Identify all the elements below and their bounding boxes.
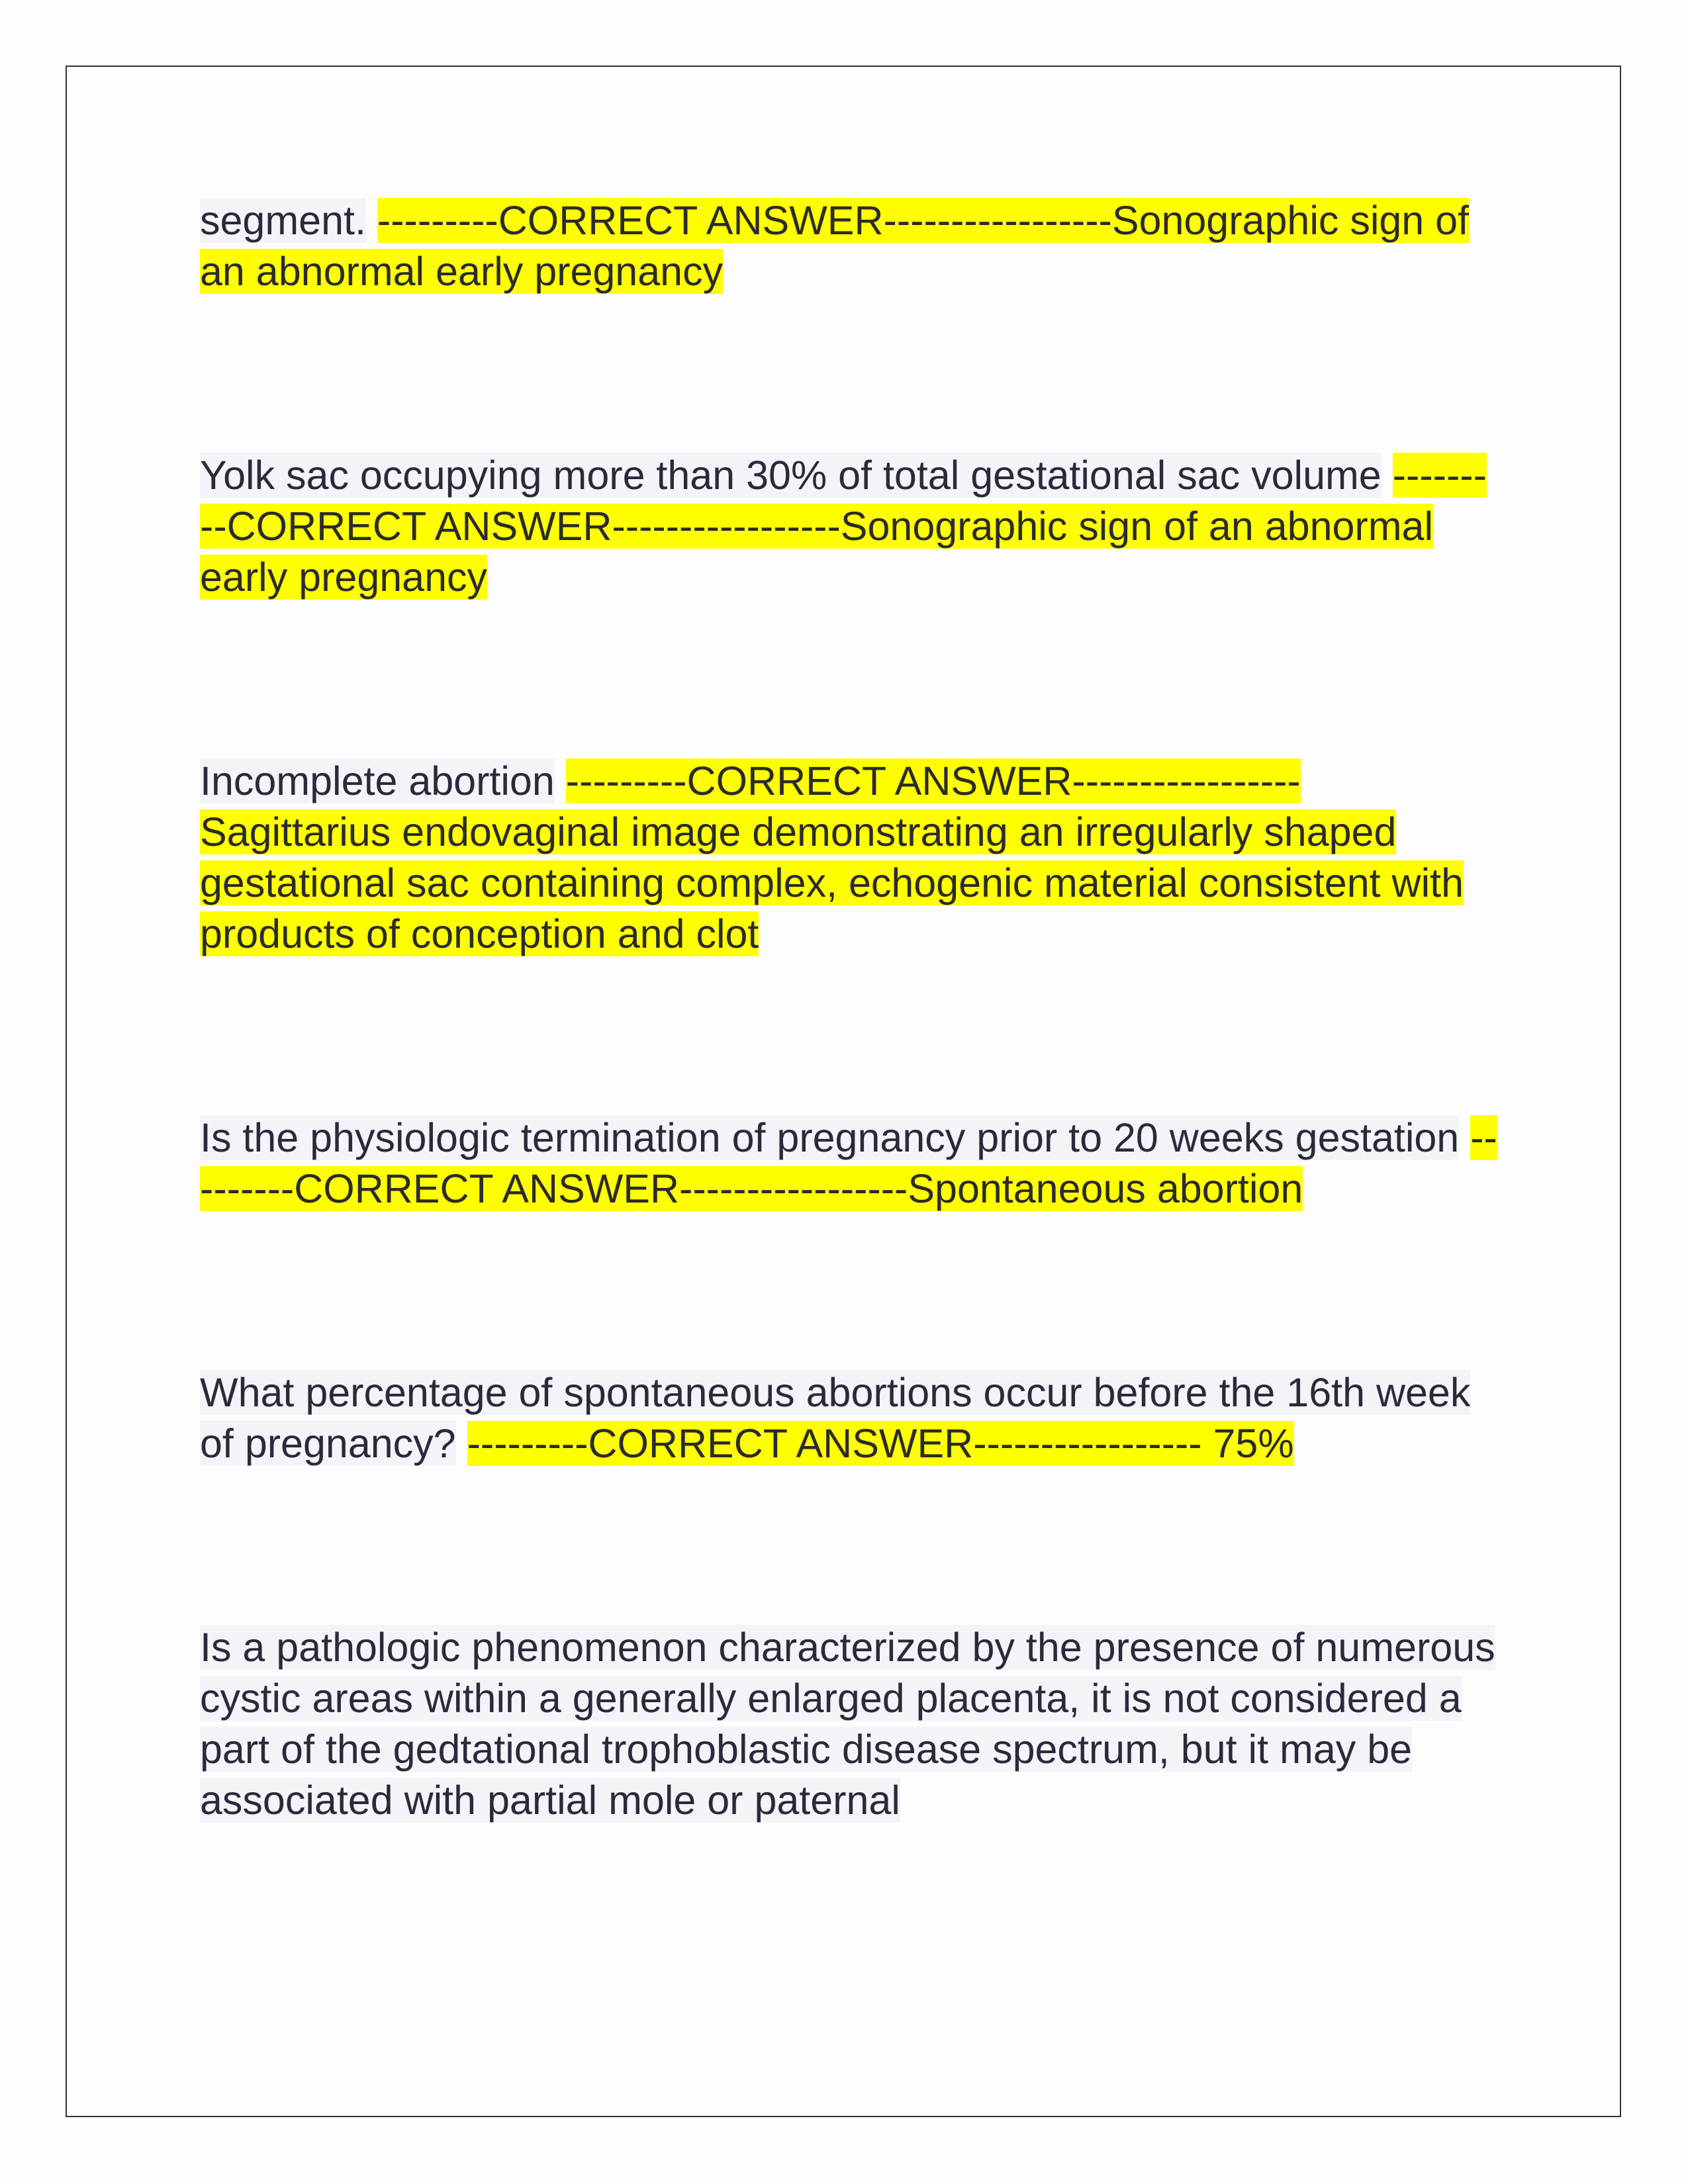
- answer-text: ---------CORRECT ANSWER----------------- 75%: [467, 1421, 1294, 1466]
- question-text: Is the physiologic termination of pregnancy prior to 20 weeks gestation: [200, 1115, 1460, 1160]
- question-text: Incomplete abortion: [200, 758, 555, 803]
- question-text: segment.: [200, 198, 366, 243]
- qa-entry: [200, 1113, 1497, 1214]
- question-text: What percentage of spontaneous abortions occur before the 16th week of pregnancy?: [200, 1370, 1471, 1466]
- qa-entry: [200, 1622, 1497, 1826]
- answer-text: ---------CORRECT ANSWER----------------- Sagittarius endovaginal image demonstrating an irregularly shaped gestational sac containing complex, echogenic material consistent with products of conception and clot: [200, 758, 1464, 956]
- qa-entry: [200, 756, 1497, 960]
- document-content: [200, 195, 1497, 1826]
- qa-entry: [200, 1367, 1497, 1469]
- question-text: Yolk sac occupying more than 30% of total gestational sac volume: [200, 453, 1382, 498]
- question-text: Is a pathologic phenomenon characterized by the presence of numerous cystic areas within a generally enlarged placenta, it is not considered a part of the gedtational trophoblastic disease spectrum, but it may be associated with partial mole or paternal: [200, 1625, 1495, 1823]
- answer-text: ---------CORRECT ANSWER-----------------Sonographic sign of an abnormal early pregnancy: [200, 453, 1487, 600]
- qa-entry: [200, 195, 1497, 297]
- qa-entry: [200, 450, 1497, 603]
- answer-text: ---------CORRECT ANSWER-----------------Sonographic sign of an abnormal early pregnancy: [200, 198, 1470, 294]
- answer-text: ---------CORRECT ANSWER-----------------Spontaneous abortion: [200, 1115, 1497, 1211]
